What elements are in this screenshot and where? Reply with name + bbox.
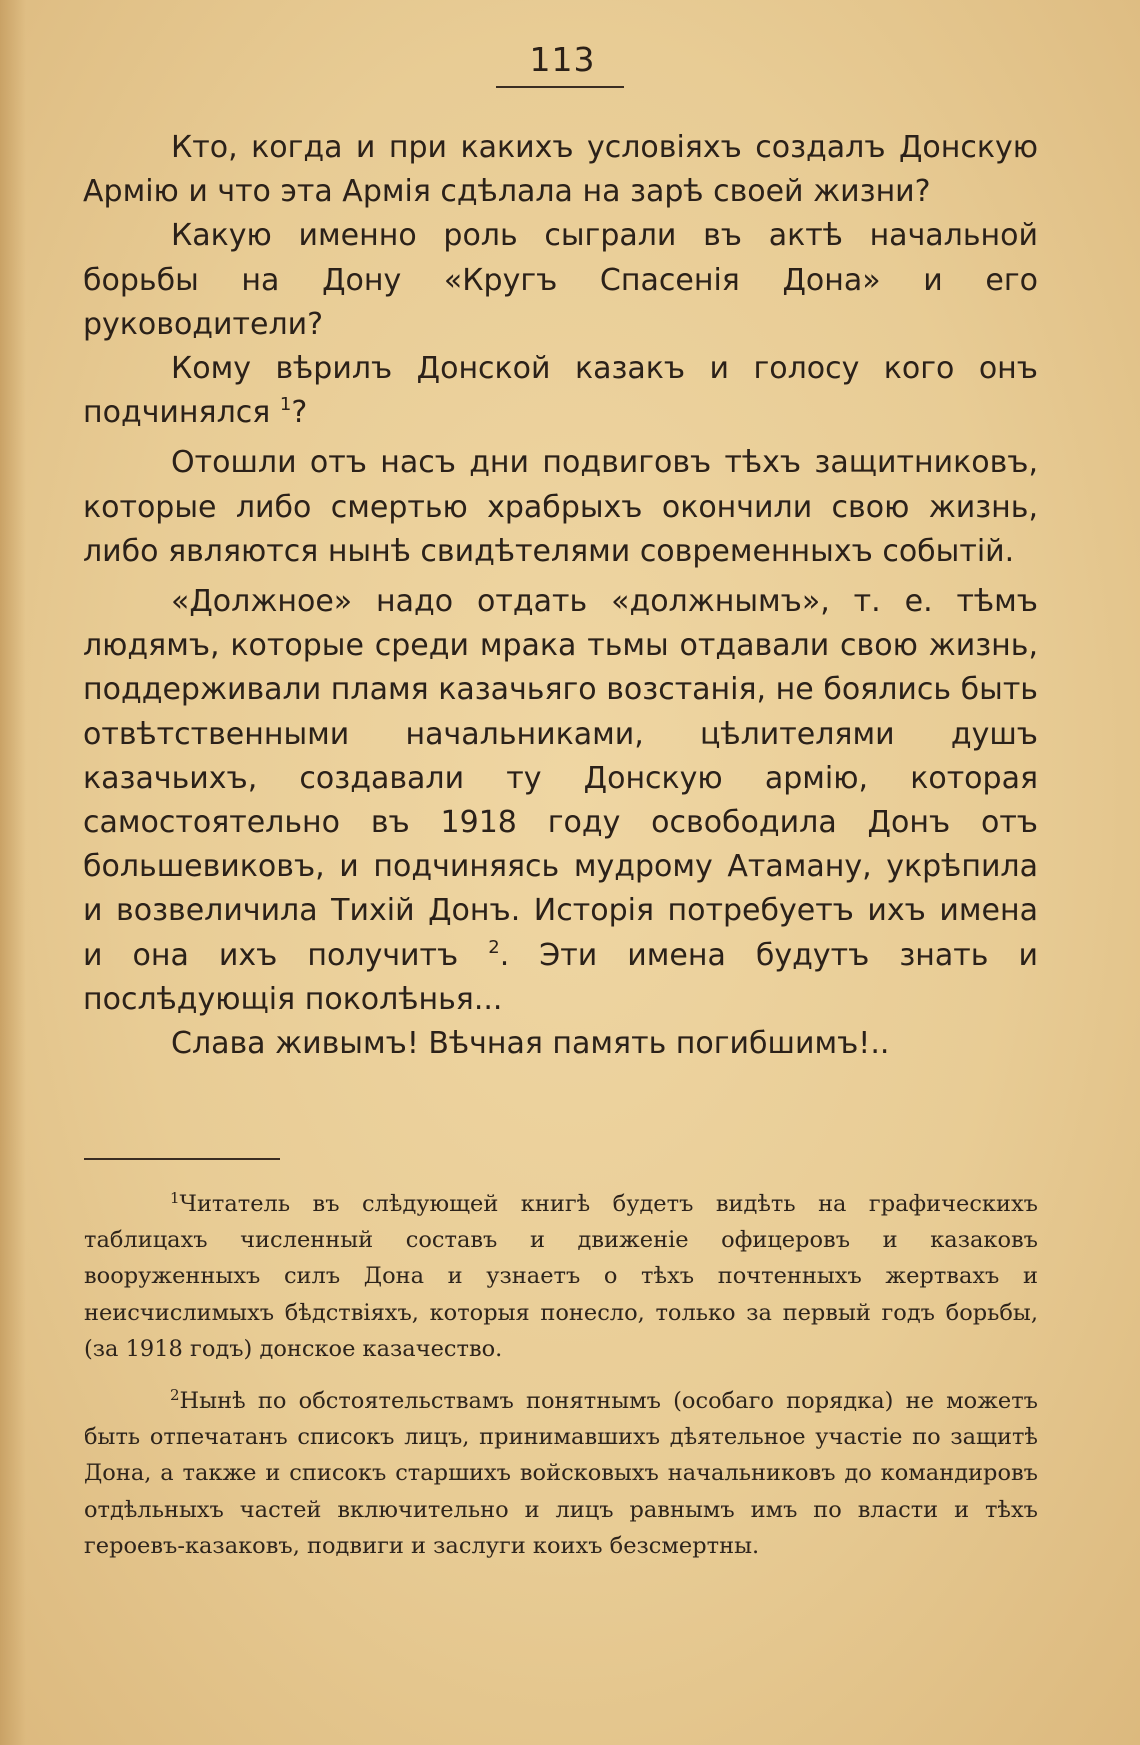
paragraph-text: Кому вѣрилъ Донской казакъ и голосу кого онъ подчинялся <box>83 351 1038 431</box>
footnote-text: Читатель въ слѣдующей книгѣ будетъ видѣть на графическихъ таблицахъ численный составъ и движеніе офицеровъ и казаковъ вооруженныхъ силъ Дона и узнаетъ о тѣхъ почтенныхъ жертвахъ и неисчислимыхъ бѣдствіяхъ, которыя понесло, только за первый годъ борьбы, (за 1918 годъ) донское казачество. <box>84 1191 1038 1362</box>
page-number-underline <box>496 86 624 88</box>
paragraph-6 <box>83 1022 1038 1066</box>
paragraph-3 <box>83 347 1038 435</box>
paragraph-4 <box>83 441 1038 574</box>
footnote-2 <box>84 1383 1038 1564</box>
paragraph-text: Слава живымъ! Вѣчная память погибшимъ!.. <box>171 1026 890 1062</box>
paragraph-text: Кто, когда и при какихъ условіяхъ создалъ Донскую Армію и что эта Армія сдѣлала на зарѣ своей жизни? <box>83 130 1038 210</box>
footnote-separator <box>84 1158 280 1160</box>
paragraph-5 <box>83 580 1038 1022</box>
main-text <box>83 126 1038 1066</box>
page-number: 113 <box>529 40 596 79</box>
page-edge-shadow <box>0 0 26 1745</box>
paragraph-text: «Должное» надо отдать «должнымъ», т. е. тѣмъ людямъ, которые среди мрака тьмы отдавали свою жизнь, поддерживали пламя казачьяго возстанія, не боялись быть отвѣтственными начальниками, цѣлителями душъ казачьихъ, создавали ту Донскую армію, которая самостоятельно въ 1918 году освободила Донъ отъ большевиковъ, и подчиняясь мудрому Атаману, укрѣпила и возвеличила Тихій Донъ. Исторія потребуетъ ихъ имена и она ихъ получитъ <box>83 584 1038 973</box>
footnote-text: Нынѣ по обстоятельствамъ понятнымъ (особаго порядка) не можетъ быть отпечатанъ списокъ лицъ, принимавшихъ дѣятельное участіе по защитѣ Дона, а также и списокъ старшихъ войсковыхъ начальниковъ до командировъ отдѣльныхъ частей включительно и лицъ равнымъ имъ по власти и тѣхъ героевъ-казаковъ, подвиги и заслуги коихъ безсмертны. <box>84 1388 1038 1559</box>
paragraph-tail: ? <box>291 395 308 431</box>
paragraph-1 <box>83 126 1038 214</box>
footnotes <box>84 1186 1038 1564</box>
footnote-reference-2: 2 <box>488 936 500 958</box>
footnote-1 <box>84 1186 1038 1367</box>
paragraph-text: Отошли отъ насъ дни подвиговъ тѣхъ защитниковъ, которые либо смертью храбрыхъ окончили свою жизнь, либо являются нынѣ свидѣтелями современныхъ событій. <box>83 445 1038 569</box>
paragraph-text: Какую именно роль сыграли въ актѣ начальной борьбы на Дону «Кругъ Спасенія Дона» и его руководители? <box>83 218 1038 342</box>
footnote-mark: 1 <box>170 1189 180 1207</box>
footnote-mark: 2 <box>170 1386 180 1405</box>
footnote-reference-1: 1 <box>279 394 292 416</box>
paragraph-tail: . Эти имена будутъ знать и послѣдующія поколѣнья... <box>83 937 1038 1017</box>
paragraph-2 <box>83 214 1038 347</box>
